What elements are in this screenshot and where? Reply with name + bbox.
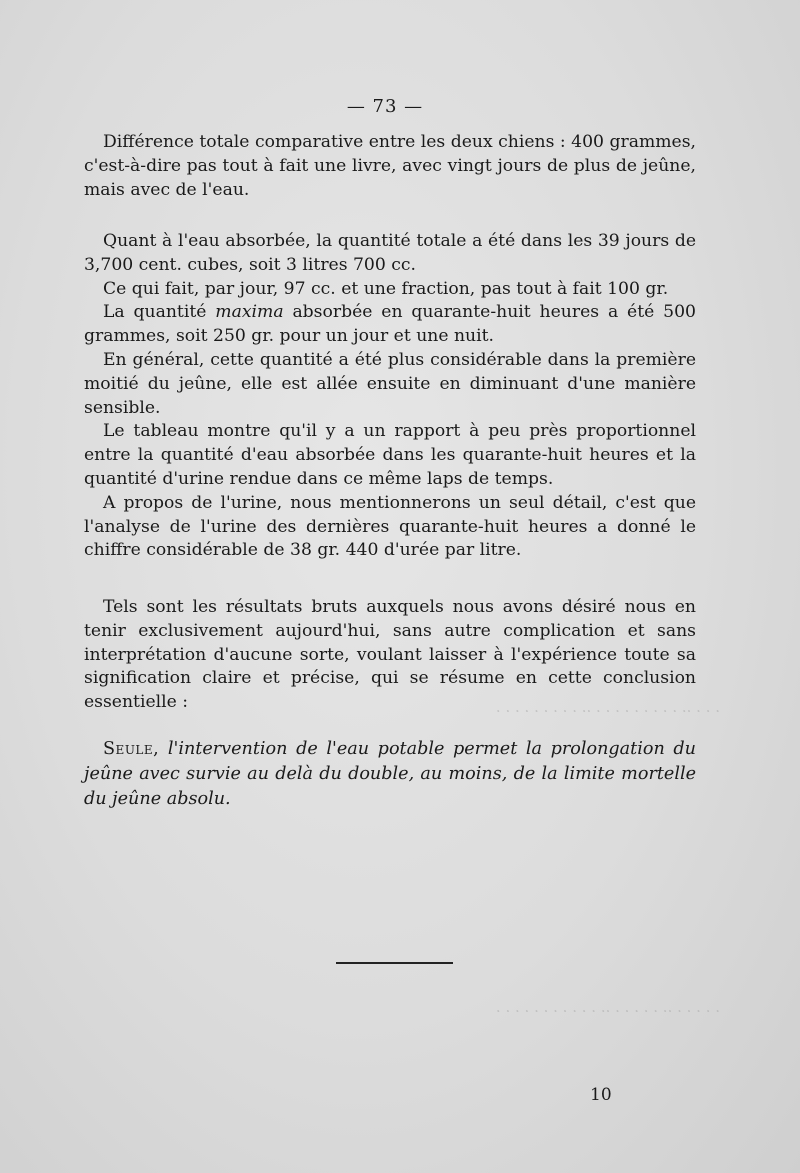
conclusion-block [84,737,696,812]
paragraph: Ce qui fait, par jour, 97 cc. et une fraction, pas tout à fait 100 gr. [103,278,669,299]
conclusion-paragraph [84,737,696,812]
signature-number: 10 [590,1085,612,1105]
paragraph: Tels sont les résultats bruts auxquels nous avons désiré nous en tenir exclusivement aujourd'hui, sans autre complication et sans interprétation d'aucune sorte, voulant laisser à l'expérience toute sa signification claire et précise, qui se résume en cette conclusion essentielle : [84,597,696,713]
paragraph: Quant à l'eau absorbée, la quantité totale a été dans les 39 jours de 3,700 cent. cubes, soit 3 litres 700 cc. [84,231,696,275]
paragraph: En général, cette quantité a été plus considérable dans la première moitié du jeûne, elle est allée ensuite en diminuant d'une manière sensible. [84,349,696,418]
paragraph: A propos de l'urine, nous mentionnerons un seul détail, c'est que l'analyse de l'urine des dernières quarante-huit heures a donné le chiffre considérable de 38 gr. 440 d'urée par litre. [84,492,696,561]
paragraph: Différence totale comparative entre les deux chiens : 400 grammes, c'est-à-dire pas tout à fait une livre, avec vingt jours de plus de jeûne, mais avec de l'eau. [84,132,696,200]
page-number: — 73 — [346,96,424,117]
emphasis-maxima: maxima [215,302,284,323]
paragraph-text: La quantité [103,302,207,323]
paragraph-block [84,596,696,715]
conclusion-text: l'intervention de l'eau potable permet la prolongation du jeûne avec survie au delà du double, au moins, de la limite mortelle du jeûne absolu. [84,739,696,809]
conclusion-lead-word: Seule, [103,739,160,759]
show-through-decoration: · · · · · ·· · · · · · ·· · · · · · · · · · · · [495,1002,720,1020]
paragraph [84,301,696,349]
paragraph-text: absorbée en quarante-huit heures a été 500 grammes, soit 250 gr. pour un jour et une nuit. [84,302,696,347]
show-through-decoration: · · · ·· · · · · · · · · · ·· · · · · · · · · · [495,702,720,720]
paragraph-block [84,131,696,202]
paragraph: Le tableau montre qu'il y a un rapport à peu près proportionnel entre la quantité d'eau absorbée dans les quarante-huit heures et la quantité d'urine rendue dans ce même laps de temps. [84,421,696,489]
paragraph-block [84,230,696,563]
section-rule [336,962,453,964]
